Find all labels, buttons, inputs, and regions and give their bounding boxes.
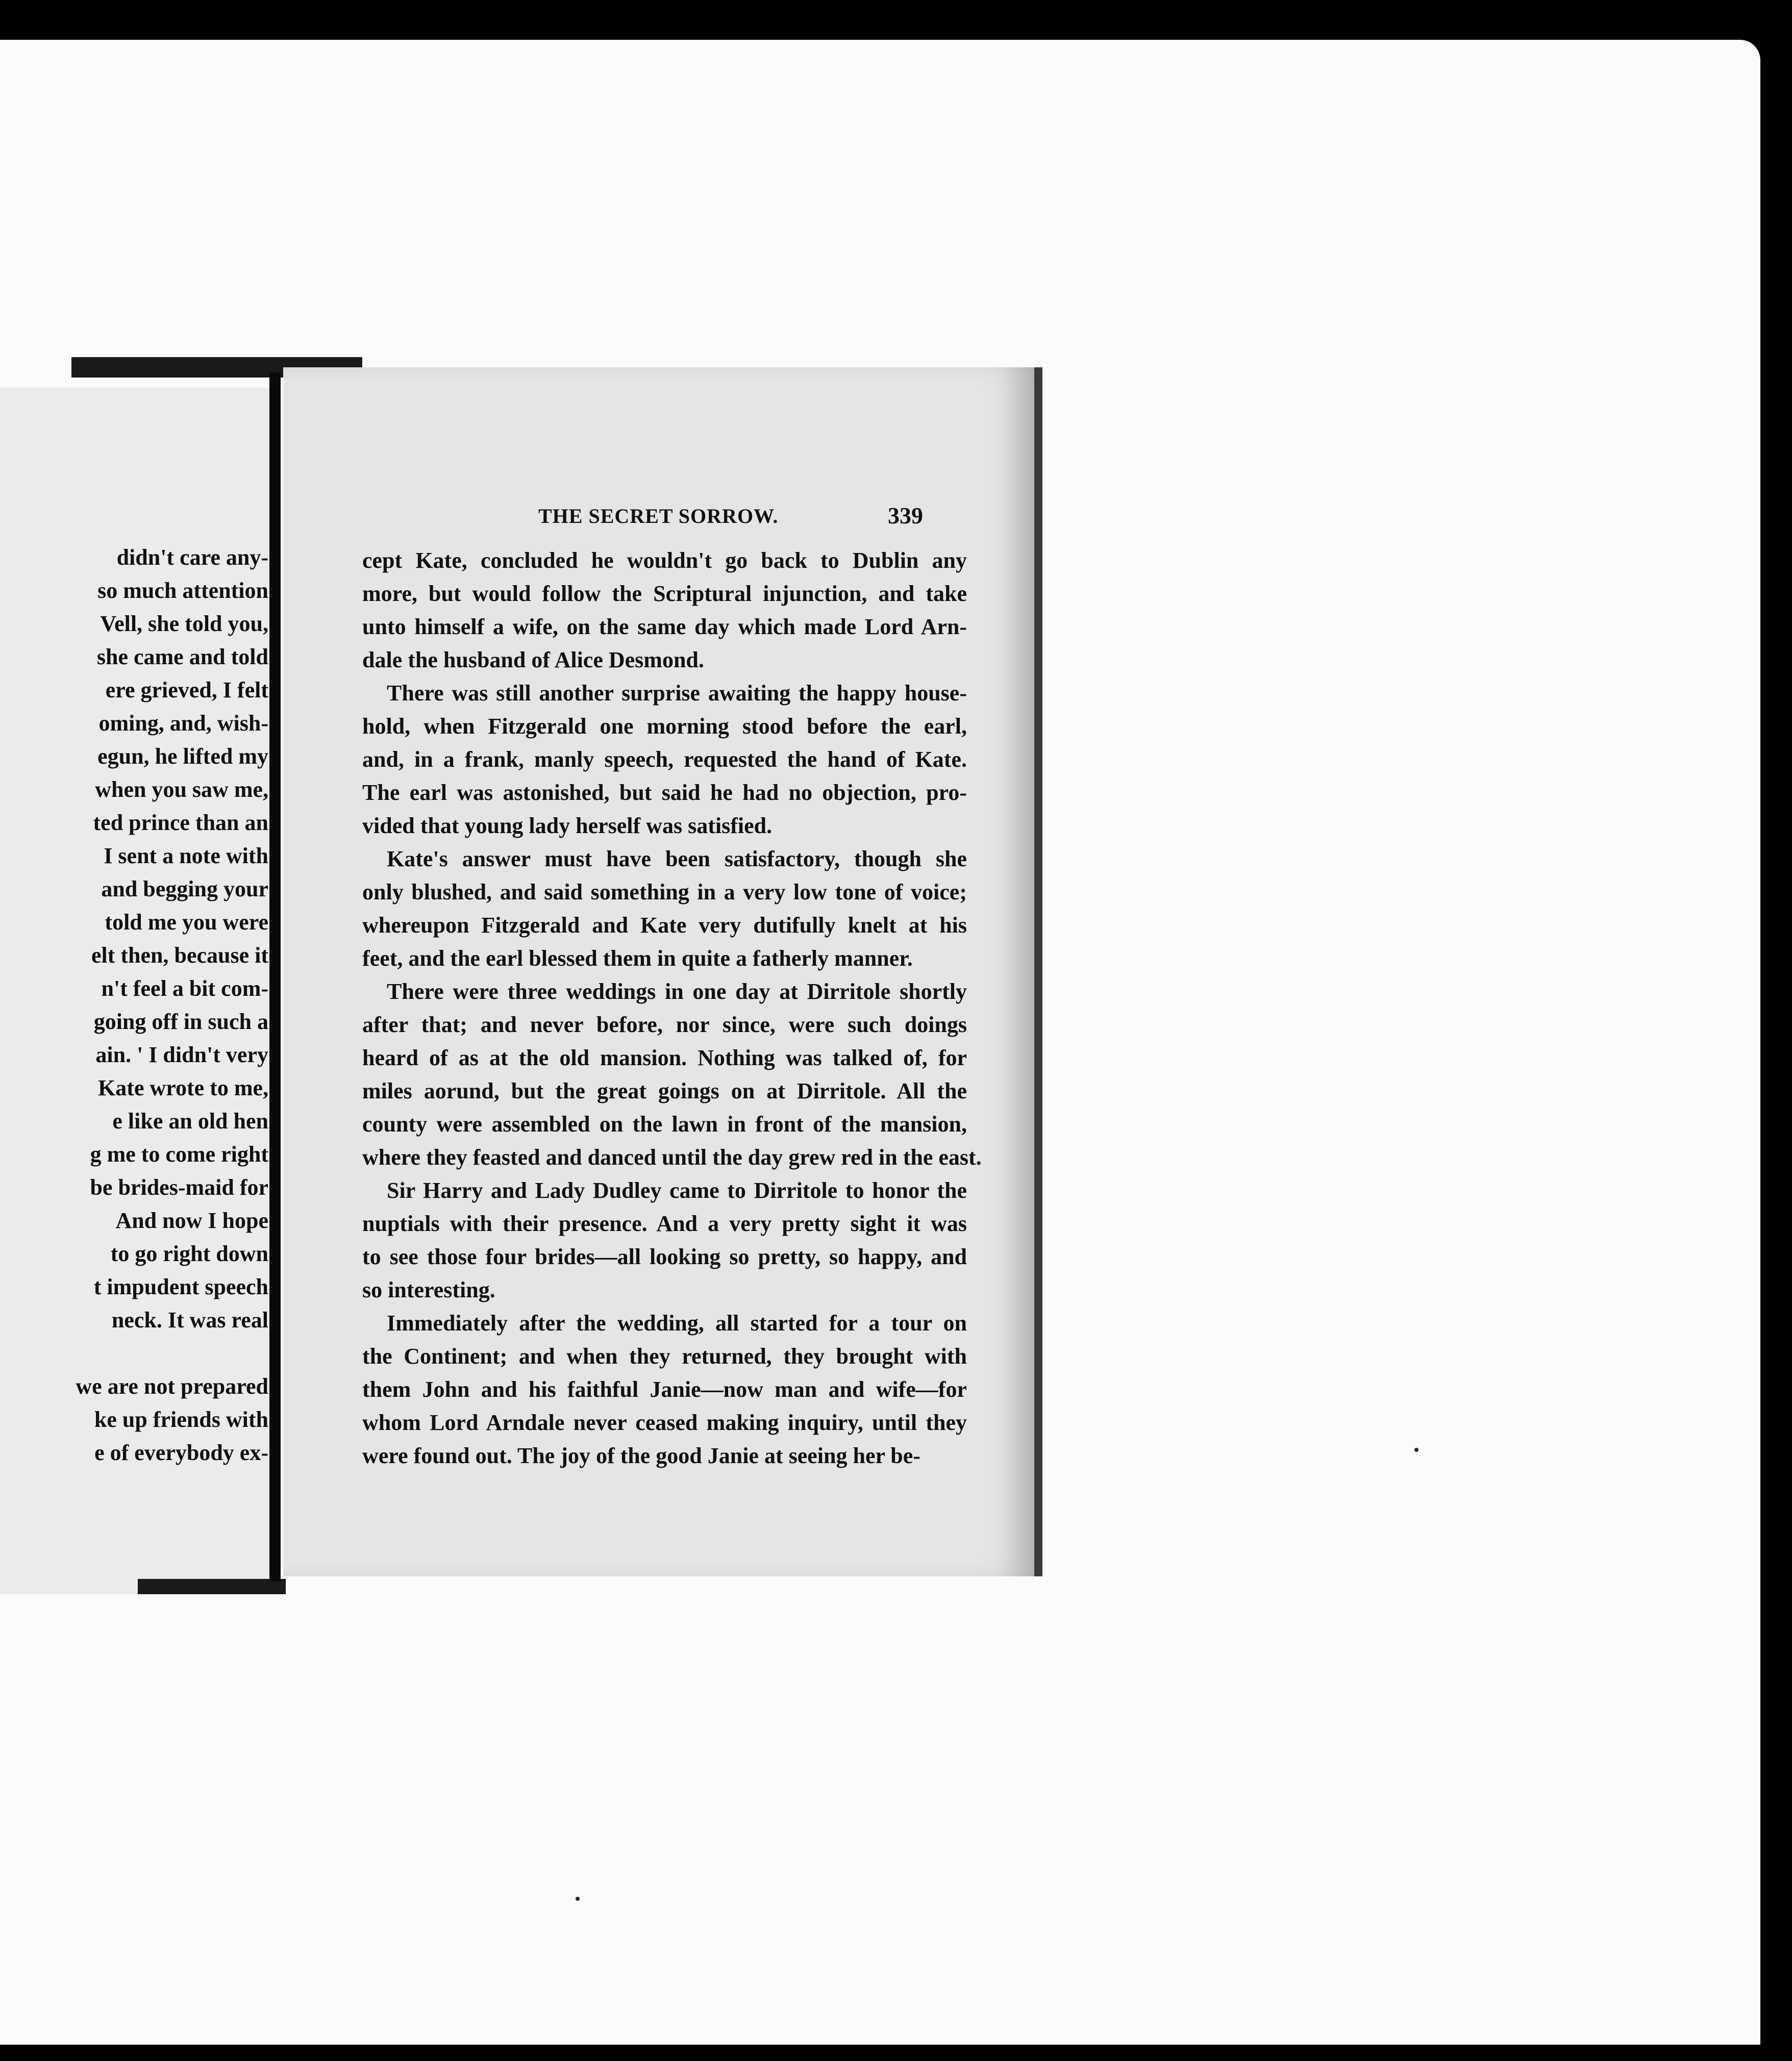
paragraph: [362, 1174, 967, 1306]
left-page-line: we are not prepared: [76, 1374, 268, 1399]
page-body-text: [362, 544, 982, 1472]
left-page-line: e of everybody ex-: [94, 1440, 268, 1465]
paragraph: [362, 1306, 967, 1472]
left-page-line: Kate wrote to me,: [98, 1075, 268, 1100]
text-line: more, but would follow the Scriptural injunction, and take: [362, 581, 967, 606]
left-page-line: ain. ' I didn't very: [95, 1042, 268, 1067]
page-header: [283, 504, 1034, 535]
text-line: Sir Harry and Lady Dudley came to Dirritole to honor the: [387, 1178, 967, 1203]
text-line: vided that young lady herself was satisfied.: [362, 813, 773, 838]
left-page-line: ere grieved, I felt: [105, 677, 268, 702]
text-line: after that; and never before, nor since, were such doings: [362, 1012, 967, 1037]
text-line: them John and his faithful Janie—now man and wife—for: [362, 1377, 967, 1402]
text-line: only blushed, and said something in a very low tone of voice;: [362, 879, 967, 904]
left-page-text: [23, 541, 268, 1469]
left-page-line: when you saw me,: [95, 777, 268, 802]
left-page-line: [23, 1337, 268, 1370]
text-line: dale the husband of Alice Desmond.: [362, 647, 704, 672]
page-number: 339: [888, 502, 923, 529]
paragraph: [362, 975, 982, 1174]
text-line: and, in a frank, manly speech, requested the hand of Kate.: [362, 747, 967, 772]
running-title: THE SECRET SORROW.: [538, 505, 779, 527]
text-line: There were three weddings in one day at Dirritole shortly: [387, 979, 967, 1004]
left-page-line: and begging your: [101, 876, 268, 901]
left-page-line: didn't care any-: [116, 545, 268, 570]
left-page-line: egun, he lifted my: [97, 744, 268, 769]
text-line: heard of as at the old mansion. Nothing was talked of, for: [362, 1045, 967, 1070]
left-page-line: oming, and, wish-: [98, 711, 268, 736]
left-page-line: elt then, because it: [91, 943, 268, 968]
text-line: hold, when Fitzgerald one morning stood before the earl,: [362, 714, 967, 739]
text-line: nuptials with their presence. And a very pretty sight it was: [362, 1211, 967, 1236]
text-line: the Continent; and when they returned, they brought with: [362, 1344, 967, 1369]
left-page-line: neck. It was real: [111, 1308, 268, 1333]
text-line: were found out. The joy of the good Janie at seeing her be-: [362, 1443, 920, 1468]
text-line: miles aorund, but the great goings on at Dirritole. All the: [362, 1078, 967, 1103]
left-page-line: going off in such a: [93, 1009, 268, 1034]
left-page-line: ke up friends with: [94, 1407, 268, 1432]
text-line: so interesting.: [362, 1277, 495, 1302]
text-line: There was still another surprise awaiting the happy house-: [387, 681, 967, 706]
left-page-line: g me to come right: [90, 1142, 268, 1167]
text-line: feet, and the earl blessed them in quite a fatherly manner.: [362, 946, 913, 971]
scan-speck: [576, 1897, 580, 1901]
text-line: Immediately after the wedding, all started for a tour on: [387, 1311, 967, 1336]
left-page-line: And now I hope: [115, 1208, 268, 1233]
left-page-line: she came and told: [96, 644, 268, 669]
scan-speck: [1414, 1448, 1418, 1452]
text-line: cept Kate, concluded he wouldn't go back to Dublin any: [362, 548, 967, 573]
left-page-line: to go right down: [110, 1241, 268, 1266]
left-page-line: ted prince than an: [93, 810, 268, 835]
text-line: to see those four brides—all looking so pretty, so happy, and: [362, 1244, 967, 1269]
text-line: whereupon Fitzgerald and Kate very dutifully knelt at his: [362, 913, 967, 938]
paragraph: [362, 676, 967, 842]
text-line: Kate's answer must have been satisfactory, though she: [387, 846, 967, 871]
text-line: where they feasted and danced until the day grew red in the east.: [362, 1145, 982, 1170]
paragraph: [362, 842, 967, 975]
left-page-bottom-edge: [138, 1579, 286, 1594]
right-page: [283, 367, 1042, 1576]
left-page-line: I sent a note with: [104, 843, 268, 868]
left-page-line: Vell, she told you,: [100, 611, 268, 636]
left-page-line: told me you were: [105, 910, 268, 935]
left-page-line: n't feel a bit com-: [101, 976, 268, 1001]
left-page-line: t impudent speech: [93, 1274, 268, 1299]
text-line: county were assembled on the lawn in front of the mansion,: [362, 1112, 967, 1137]
book-gutter: [269, 372, 281, 1581]
left-page-line: be brides-maid for: [90, 1175, 268, 1200]
left-page-line: so much attention: [97, 578, 268, 603]
text-line: The earl was astonished, but said he had no objection, pro-: [362, 780, 967, 805]
text-line: unto himself a wife, on the same day which made Lord Arn-: [362, 614, 967, 639]
text-line: whom Lord Arndale never ceased making inquiry, until they: [362, 1410, 967, 1435]
left-page: [0, 388, 276, 1594]
left-page-line: e like an old hen: [112, 1109, 268, 1134]
paragraph: [362, 544, 967, 676]
